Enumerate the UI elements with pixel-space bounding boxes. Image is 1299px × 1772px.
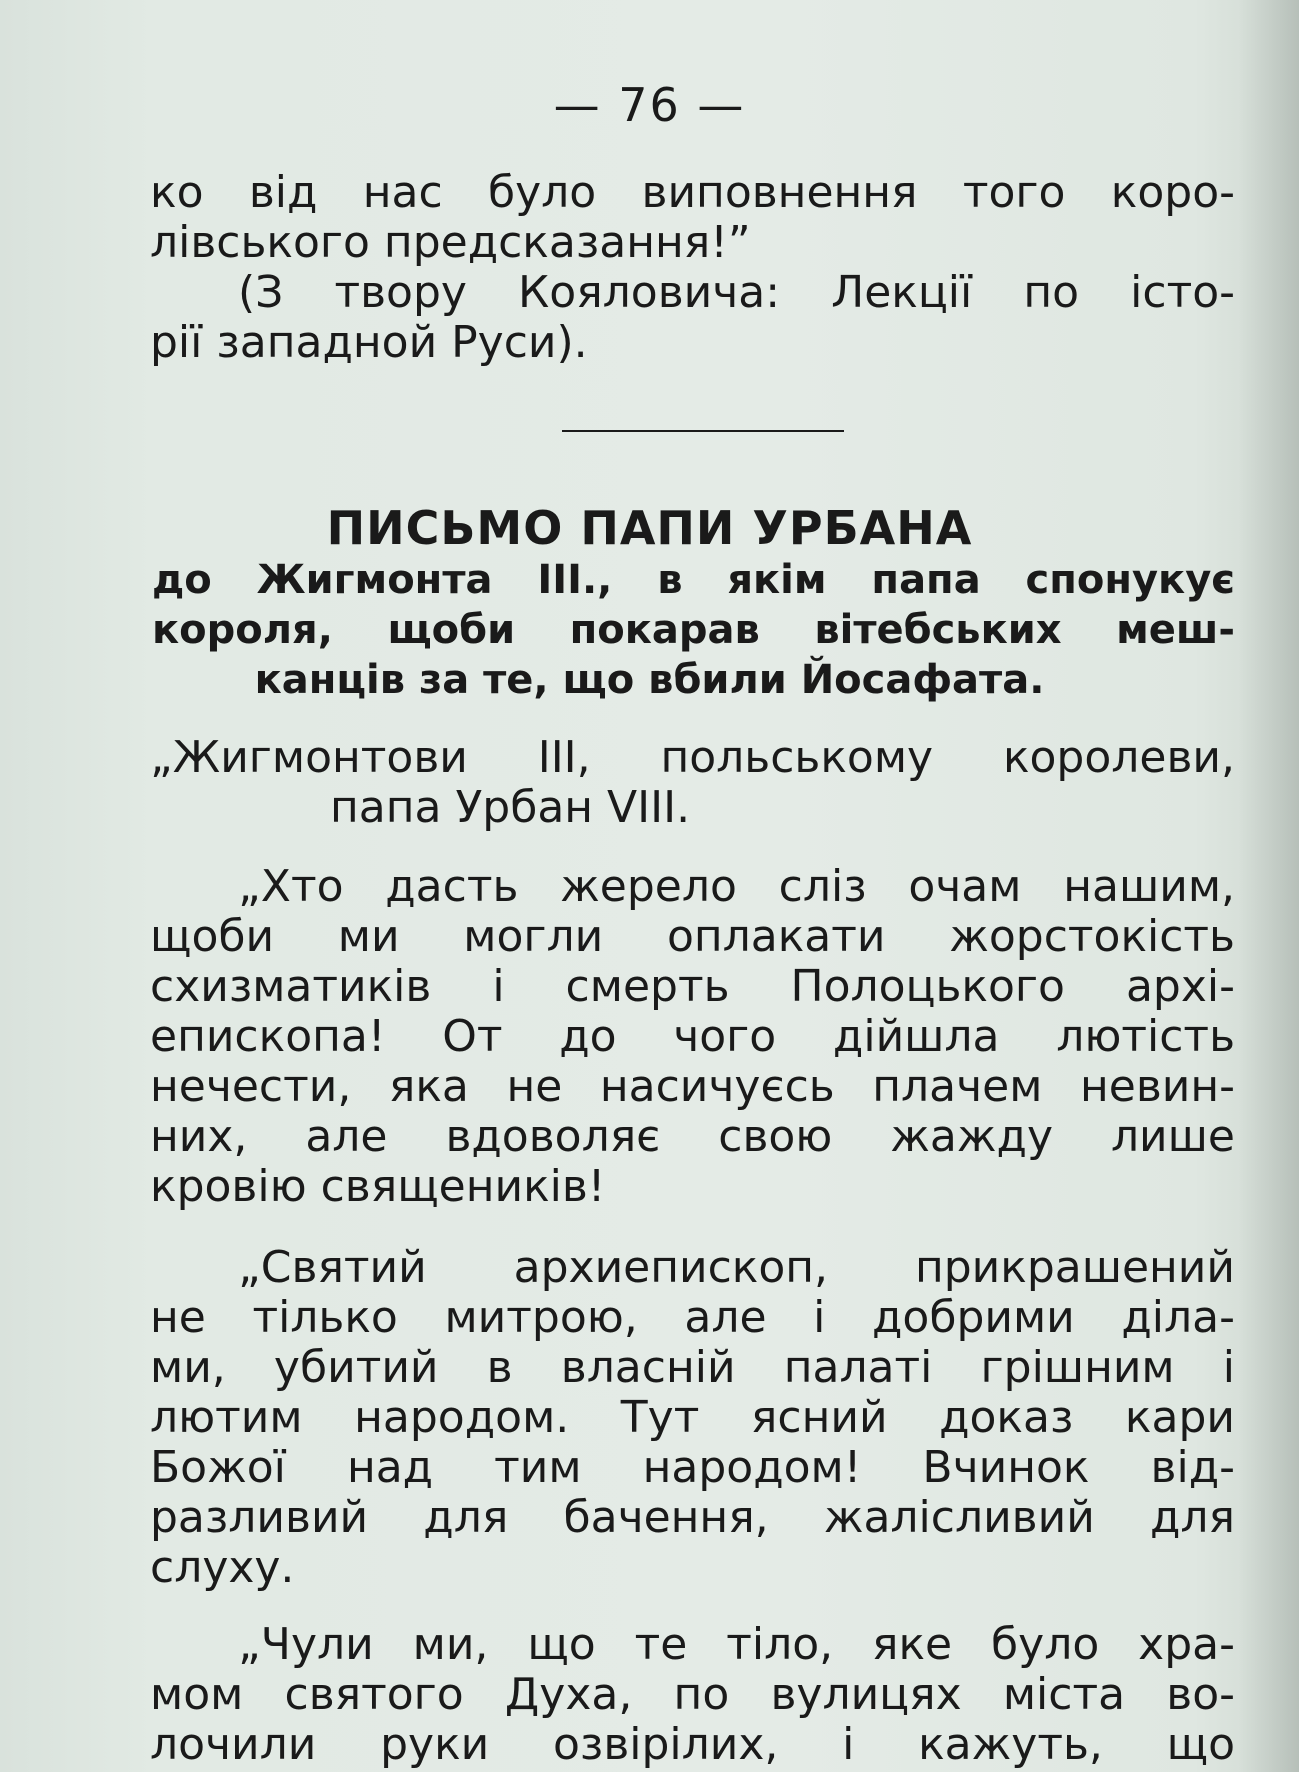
paragraph-2-line-2: не тілько митрою, але і добрими діла-	[150, 1292, 1235, 1343]
letter-address-line-1: „Жигмонтови III, польському королеви,	[150, 732, 1235, 783]
page-edge-shadow	[1239, 0, 1299, 1772]
paragraph-1-line-5: нечести, яка не насичуєсь плачем невин-	[150, 1061, 1235, 1112]
paragraph-2-line-7: слуху.	[150, 1542, 295, 1593]
section-title: ПИСЬМО ПАПИ УРБАНА	[326, 501, 973, 555]
paragraph-1-line-7: кровію священиків!	[150, 1161, 606, 1212]
paragraph-1-line-2: щоби ми могли оплакати жорстокість	[150, 911, 1235, 962]
letter-address-line-2: папа Урбан VIII.	[330, 782, 691, 833]
paragraph-2-line-4: лютим народом. Тут ясний доказ кари	[150, 1392, 1235, 1443]
paragraph-1-line-3: схизматиків і смерть Полоцького архі-	[150, 961, 1235, 1012]
paragraph-2-line-5: Божої над тим народом! Вчинок від-	[150, 1442, 1235, 1493]
top-text-line-2: лівського предсказання!”	[150, 217, 751, 268]
page-number: — 76 —	[553, 78, 746, 132]
paragraph-3-line-2: мом святого Духа, по вулицях міста во-	[150, 1669, 1235, 1720]
paragraph-2-line-6: разливий для бачення, жалісливий для	[150, 1492, 1235, 1543]
top-text-line-4: рії западной Руси).	[150, 317, 588, 368]
section-subtitle-line-1: до Жигмонта III., в якім папа спонукує	[152, 557, 1235, 603]
paragraph-1-line-4: епископа! От до чого дійшла лютість	[150, 1011, 1235, 1062]
paragraph-1-line-1: „Хто дасть жерело сліз очам нашим,	[238, 861, 1235, 912]
paragraph-1-line-6: них, але вдоволяє свою жажду лише	[150, 1111, 1235, 1162]
paragraph-2-line-3: ми, убитий в власній палаті грішним і	[150, 1342, 1235, 1393]
top-text-line-1: ко від нас було виповнення того коро-	[150, 167, 1235, 218]
section-divider	[562, 430, 844, 432]
section-subtitle-line-2: короля, щоби покарав вітебських меш-	[152, 607, 1235, 653]
paragraph-3-line-3: лочили руки озвірілих, і кажуть, що	[150, 1719, 1235, 1770]
paragraph-3-line-1: „Чули ми, що те тіло, яке було хра-	[238, 1619, 1235, 1670]
section-subtitle-line-3: канців за те, що вбили Йосафата.	[254, 657, 1045, 703]
top-text-line-3: (З твору Кояловича: Лекції по істо-	[238, 267, 1235, 318]
paragraph-2-line-1: „Святий архиепископ, прикрашений	[238, 1242, 1235, 1293]
